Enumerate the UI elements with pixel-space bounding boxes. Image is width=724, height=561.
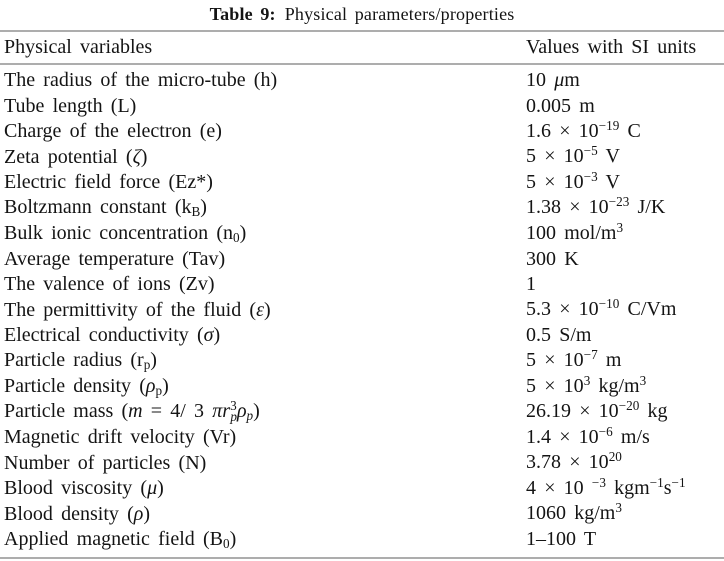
text-segment: 4 × 10 xyxy=(526,476,592,499)
text-segment: 3 xyxy=(583,372,591,388)
row-variable-cell xyxy=(0,94,526,119)
text-segment: Boltzmann constant (k xyxy=(4,196,192,219)
table-row xyxy=(0,247,724,273)
text-segment: p xyxy=(246,408,254,424)
row-variable-cell xyxy=(0,399,526,425)
text-segment: V xyxy=(597,145,621,168)
table-row xyxy=(0,425,724,451)
text-segment: ε xyxy=(256,298,264,321)
text-segment: 0 xyxy=(223,535,230,551)
text-segment: The permittivity of the fluid ( xyxy=(4,298,257,321)
text-segment: ) xyxy=(200,196,207,219)
text-segment: Particle density ( xyxy=(4,374,146,397)
text-segment: ) xyxy=(140,145,148,168)
text-segment: μ xyxy=(147,477,158,500)
text-segment: −7 xyxy=(583,347,598,363)
table-row xyxy=(0,145,724,171)
text-segment: 0 xyxy=(233,229,240,245)
text-segment: C xyxy=(619,119,641,142)
text-segment: Particle mass ( xyxy=(4,400,129,423)
text-segment: −20 xyxy=(618,398,640,414)
text-segment: p xyxy=(143,357,151,373)
parameters-table xyxy=(0,30,724,559)
text-segment: ) xyxy=(239,221,247,244)
row-value-cell xyxy=(526,425,724,451)
row-value-cell xyxy=(526,374,724,400)
text-segment: −23 xyxy=(608,194,630,210)
text-segment: 5 × 10 xyxy=(526,374,584,397)
table-row xyxy=(0,221,724,247)
row-value-cell xyxy=(526,221,724,247)
row-value-cell xyxy=(526,501,724,527)
table-row xyxy=(0,451,724,477)
text-segment: 3.78 × 10 xyxy=(526,451,609,474)
row-value-cell xyxy=(526,144,724,170)
table-header-row xyxy=(0,30,724,65)
row-variable-cell xyxy=(0,425,526,450)
text-segment: 300 K xyxy=(526,247,579,270)
text-segment: 1.4 × 10 xyxy=(526,425,599,448)
row-value-cell xyxy=(526,527,724,552)
row-value-cell xyxy=(526,195,724,221)
table-body xyxy=(0,65,724,559)
text-segment: Blood density ( xyxy=(4,502,134,525)
row-variable-cell xyxy=(0,247,526,272)
table-caption xyxy=(0,0,724,30)
text-segment: kgm xyxy=(605,476,650,499)
table-row xyxy=(0,170,724,196)
text-segment: m xyxy=(597,349,622,372)
table-row xyxy=(0,374,724,400)
text-segment: 100 mol/m xyxy=(526,221,617,244)
text-segment: ρ xyxy=(133,502,144,525)
text-segment: 1 xyxy=(526,273,536,296)
text-segment: Blood viscosity ( xyxy=(4,477,148,500)
row-value-cell xyxy=(526,94,724,119)
row-variable-cell xyxy=(0,374,526,400)
text-segment: ρ xyxy=(145,374,156,397)
text-segment: B xyxy=(191,204,201,220)
text-segment: ) xyxy=(143,502,151,525)
text-segment: 26.19 × 10 xyxy=(526,400,619,423)
table-row xyxy=(0,119,724,145)
text-segment: 5 × 10 xyxy=(526,170,584,193)
text-segment: ρ xyxy=(236,400,247,423)
text-segment: −19 xyxy=(598,117,620,133)
row-variable-cell xyxy=(0,68,526,93)
row-variable-cell xyxy=(0,272,526,297)
text-segment: = 4/ 3 xyxy=(142,400,213,423)
text-segment: 20 xyxy=(608,449,622,465)
row-variable-cell xyxy=(0,145,526,170)
row-variable-cell xyxy=(0,451,526,476)
text-segment: V xyxy=(597,170,621,193)
row-value-cell xyxy=(526,247,724,272)
text-segment: 5.3 × 10 xyxy=(526,298,599,321)
text-segment: m/s xyxy=(612,425,650,448)
text-segment: −3 xyxy=(583,168,598,184)
table-caption-label: Table 9: xyxy=(209,4,276,24)
row-variable-cell xyxy=(0,221,526,247)
text-segment: Tube length (L) xyxy=(4,94,137,117)
text-segment: The valence of ions (Zv) xyxy=(4,273,215,296)
row-value-cell xyxy=(526,450,724,476)
text-segment: Electrical conductivity ( xyxy=(4,324,204,347)
text-segment: ) xyxy=(162,374,169,397)
row-variable-cell xyxy=(0,170,526,195)
text-segment: 10 xyxy=(526,69,555,92)
text-segment: −5 xyxy=(583,143,598,159)
text-segment: ) xyxy=(157,477,164,500)
text-segment: 0.005 m xyxy=(526,94,595,117)
text-segment: Number of particles (N) xyxy=(4,451,207,474)
text-segment: m xyxy=(564,69,580,92)
row-variable-cell xyxy=(0,502,526,527)
row-value-cell xyxy=(526,348,724,374)
table-row xyxy=(0,476,724,502)
row-variable-cell xyxy=(0,119,526,144)
text-segment: C/Vm xyxy=(619,298,677,321)
row-value-cell xyxy=(526,323,724,348)
text-segment: −3 xyxy=(591,474,606,490)
text-segment: 1–100 T xyxy=(526,528,597,551)
row-value-cell xyxy=(526,68,724,93)
table-row xyxy=(0,527,724,553)
text-segment: 3 xyxy=(230,398,237,414)
table-row xyxy=(0,323,724,349)
table-row xyxy=(0,94,724,120)
text-segment: Particle radius (r xyxy=(4,349,144,372)
text-segment: ) xyxy=(263,298,271,321)
text-segment: p xyxy=(155,382,163,398)
text-segment: kg xyxy=(639,400,668,423)
text-segment: ) xyxy=(213,324,221,347)
row-variable-cell xyxy=(0,476,526,501)
text-segment: −1 xyxy=(671,474,686,490)
table-row xyxy=(0,400,724,426)
header-values-si-units: Values with SI units xyxy=(526,36,697,58)
row-value-cell xyxy=(526,399,724,425)
text-segment: Bulk ionic concentration (n xyxy=(4,221,233,244)
text-segment: p xyxy=(230,408,237,424)
row-value-cell xyxy=(526,272,724,297)
text-segment: 1.38 × 10 xyxy=(526,196,609,219)
header-physical-variables: Physical variables xyxy=(4,36,153,58)
row-value-cell xyxy=(526,170,724,196)
text-segment: −10 xyxy=(598,296,620,312)
text-segment: Zeta potential ( xyxy=(4,145,133,168)
table-row xyxy=(0,502,724,528)
text-segment: m xyxy=(128,400,143,423)
text-segment: The radius of the micro-tube (h) xyxy=(4,69,278,92)
text-segment: 3 xyxy=(615,500,622,516)
text-segment: 5 × 10 xyxy=(526,145,584,168)
text-segment: 3 xyxy=(639,372,647,388)
row-variable-cell xyxy=(0,348,526,374)
table-row xyxy=(0,272,724,298)
text-segment: σ xyxy=(203,324,214,347)
text-segment: −6 xyxy=(598,423,613,439)
text-segment: ζ xyxy=(132,145,141,168)
text-segment: −1 xyxy=(649,474,664,490)
table-row xyxy=(0,196,724,222)
text-segment: ) xyxy=(229,527,237,550)
text-segment: kg/m xyxy=(590,374,640,397)
row-variable-cell xyxy=(0,323,526,348)
text-segment: 0.5 S/m xyxy=(526,324,592,347)
table-row xyxy=(0,349,724,375)
text-segment: Applied magnetic field (B xyxy=(4,527,223,550)
text-segment: s xyxy=(663,476,672,499)
table-row xyxy=(0,68,724,94)
text-segment: 1.6 × 10 xyxy=(526,119,599,142)
row-variable-cell xyxy=(0,527,526,553)
text-segment: ) xyxy=(150,349,157,372)
table-caption-text: Physical parameters/properties xyxy=(284,4,515,24)
text-segment: Electric field force (Ez*) xyxy=(4,171,213,194)
text-segment: μ xyxy=(554,69,565,92)
text-segment: 3 xyxy=(616,219,624,235)
text-segment: Magnetic drift velocity (Vr) xyxy=(4,426,237,449)
text-segment: r xyxy=(222,400,231,423)
row-variable-cell xyxy=(0,195,526,221)
row-value-cell xyxy=(526,119,724,145)
text-segment: Charge of the electron (e) xyxy=(4,120,222,143)
row-variable-cell xyxy=(0,298,526,323)
text-segment: ) xyxy=(253,400,260,423)
text-segment: 5 × 10 xyxy=(526,349,584,372)
row-value-cell xyxy=(526,297,724,323)
text-segment: Average temperature (Tav) xyxy=(4,247,226,270)
text-segment: J/K xyxy=(629,196,666,219)
text-segment: π xyxy=(212,400,223,423)
row-value-cell xyxy=(526,476,724,502)
text-segment: 1060 kg/m xyxy=(526,502,616,525)
table-row xyxy=(0,298,724,324)
